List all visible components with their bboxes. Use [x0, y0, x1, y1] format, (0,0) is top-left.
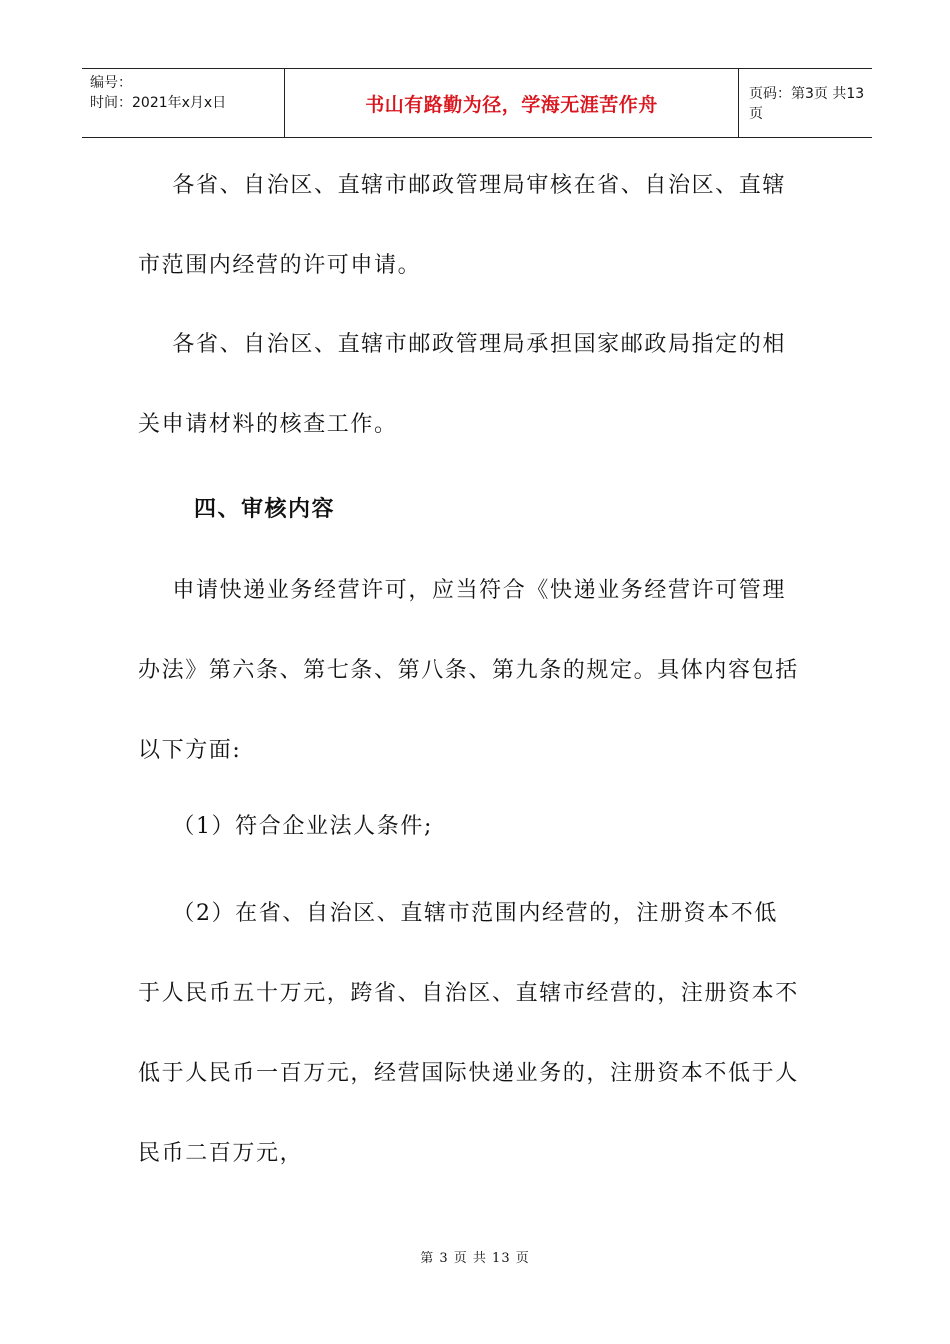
page-header: [82, 68, 872, 138]
paragraph-line: 于人民币五十万元，跨省、自治区、直辖市经营的，注册资本不: [138, 981, 799, 1006]
paragraph-line: 民币二百万元，: [138, 1141, 304, 1166]
paragraph-line: 市范围内经营的许可申请。: [138, 253, 422, 278]
section-heading: 四、审核内容: [194, 497, 336, 522]
paragraph-line: 关申请材料的核查工作。: [138, 412, 398, 437]
paragraph-2: [138, 305, 823, 465]
paragraph-line: 低于人民币一百万元，经营国际快递业务的，注册资本不低于人: [138, 1061, 799, 1086]
paragraph-line: 各省、自治区、直辖市邮政管理局承担国家邮政局指定的相: [138, 332, 786, 357]
paragraph-1: [138, 146, 823, 306]
header-meta: [82, 69, 284, 137]
list-item-1: [138, 787, 823, 867]
serial-number-label: 编号：: [90, 75, 132, 91]
paragraph-3: [138, 551, 823, 791]
paragraph-line: （1）符合企业法人条件;: [138, 814, 433, 839]
list-item-2: [138, 874, 823, 1194]
date-label: 时间：2021年x月x日: [90, 95, 227, 111]
header-motto: 书山有路勤为径，学海无涯苦作舟: [284, 69, 739, 137]
paragraph-line: （2）在省、自治区、直辖市范围内经营的，注册资本不低: [138, 901, 778, 926]
header-page-info: 页码：第3页 共13页: [749, 86, 865, 122]
paragraph-line: 办法》第六条、第七条、第八条、第九条的规定。具体内容包括: [138, 658, 799, 683]
paragraph-line: 各省、自治区、直辖市邮政管理局审核在省、自治区、直辖: [138, 173, 786, 198]
page-footer: 第 3 页 共 13 页: [420, 1251, 530, 1266]
paragraph-line: 申请快递业务经营许可，应当符合《快递业务经营许可管理: [138, 578, 786, 603]
paragraph-line: 以下方面:: [138, 738, 242, 763]
